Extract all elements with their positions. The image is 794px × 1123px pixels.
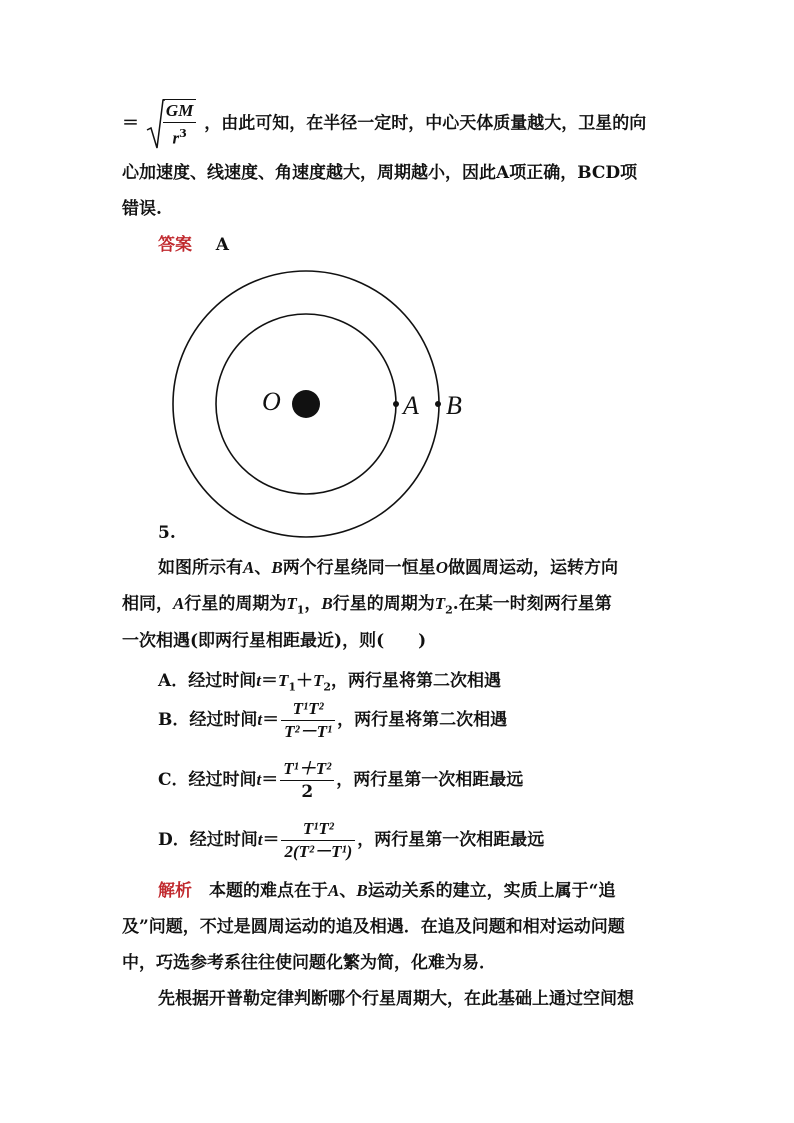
question-line-3: 一次相遇(即两行星相距最近)，则( ) [122,631,427,651]
analysis-line-1: 解析 本题的难点在于A、B运动关系的建立，实质上属于“追 [158,881,616,901]
answer-value: A [215,235,229,255]
option-b-fraction: $\frac{\text{T¹T²}}{\text{T²－T¹}}$ [281,698,335,743]
planet-a [393,401,399,407]
answer-line [158,234,229,256]
sqrt-fraction [163,99,196,150]
star-o [292,390,320,418]
question-line-2: 相同，A行星的周期为$T_1$，B行星的周期为$T_2$.在某一时刻两行星第 [122,594,612,617]
label-b: B [446,391,462,420]
option-b[interactable]: B．经过时间t＝ $\frac{\text{T¹T²}}{\text{T²－T¹}}$ ，两行星将第二次相遇 [158,699,508,741]
option-d[interactable]: D．经过时间t＝ $\frac{\text{T¹T²}}{\text{2(T²－T¹)}}$ ，两行星第一次相距最远 [158,819,545,861]
sqrt-expression [145,98,198,150]
question-number: 5. [158,523,176,543]
label-o: O [262,387,281,416]
fraction-numerator: GM [163,100,196,123]
analysis-line-2: 及”问题，不过是圆周运动的追及相遇．在追及问题和相对运动问题 [122,917,625,937]
analysis-label: 解析 [158,881,192,901]
option-d-fraction: $\frac{\text{T¹T²}}{\text{2(T²－T¹)}}$ [281,818,355,863]
analysis-line-4: 先根据开普勒定律判断哪个行星周期大，在此基础上通过空间想 [158,989,634,1009]
text-line-1: ，由此可知，在半径一定时，中心天体质量越大，卫星的向 [204,113,647,134]
option-c[interactable]: C．经过时间t＝ $\frac{\text{T¹＋T²}}{2}$ ，两行星第一次相距最远 [158,759,524,802]
equals-sign: ＝ [122,113,139,134]
orbit-diagram [168,268,468,540]
formula-line [122,98,646,150]
label-a: A [403,391,419,420]
sqrt-sign-icon [145,98,165,150]
option-c-fraction: $\frac{\text{T¹＋T²}}{2}$ [280,758,334,803]
answer-label: 答案 [158,235,192,255]
fraction-denominator: $r^3$ [172,126,187,148]
question-line-1: 如图所示有A、B两个行星绕同一恒星O做圆周运动，运转方向 [158,558,618,578]
planet-b [435,401,441,407]
option-a[interactable]: A．经过时间$t=T_1+T_2$，两行星将第二次相遇 [158,671,502,694]
text-line-3: 错误. [122,199,162,219]
analysis-line-3: 中，巧选参考系往往使问题化繁为简，化难为易． [122,953,496,973]
text-line-2: 心加速度、线速度、角速度越大，周期越小，因此A项正确，BCD项 [122,163,638,183]
